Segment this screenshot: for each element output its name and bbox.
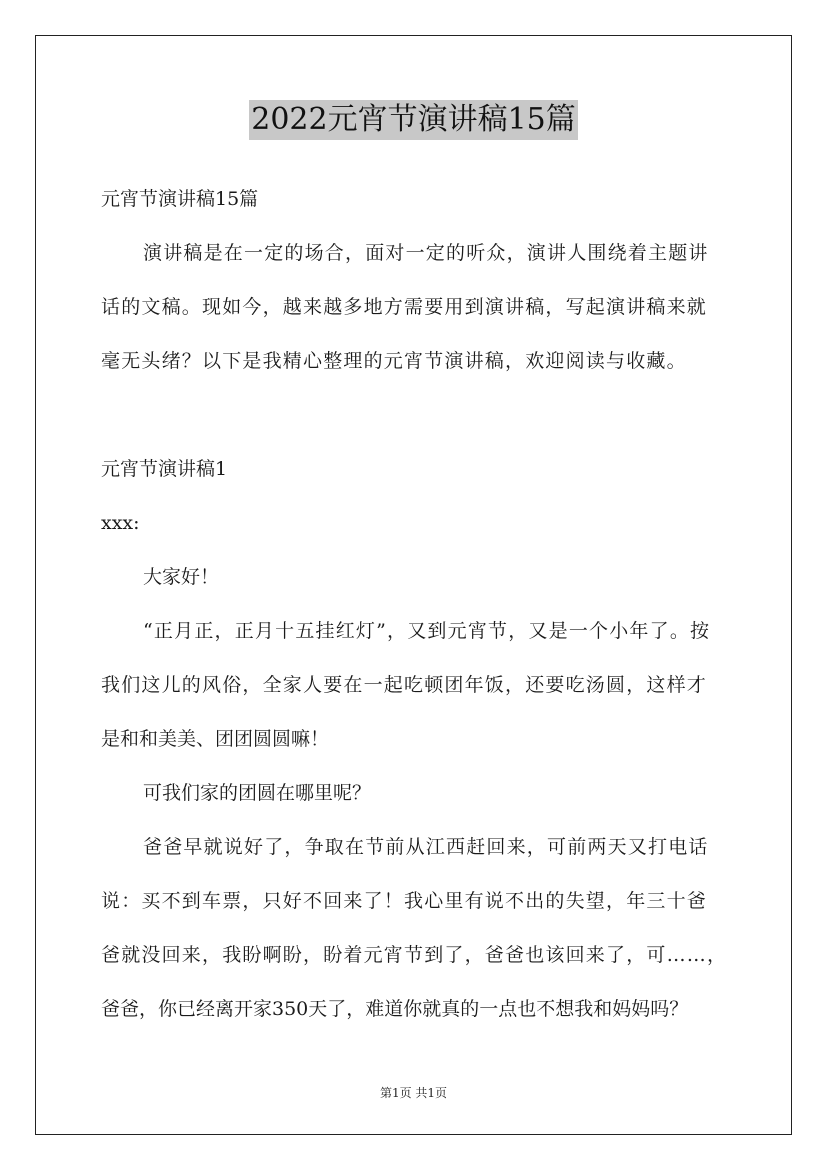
para2: 可我们家的团圆在哪里呢？: [143, 782, 372, 804]
greeting: 大家好！: [143, 566, 220, 588]
intro-line-2: 话的文稿。现如今，越来越多地方需要用到演讲稿，写起演讲稿来就: [101, 296, 708, 318]
subtitle: 元宵节演讲稿15篇: [101, 188, 259, 210]
title-area: [0, 100, 827, 140]
para1-line-1: “正月正，正月十五挂红灯”，又到元宵节，又是一个小年了。按: [143, 620, 711, 642]
page-footer: 第1页 共1页: [379, 1086, 448, 1100]
para1-line-3: 是和和美美、团团圆圆嘛！: [101, 728, 330, 750]
para3-line-4: 爸爸，你已经离开家350天了，难道你就真的一点也不想我和妈妈吗？: [101, 998, 689, 1020]
document-title: 2022元宵节演讲稿15篇: [249, 100, 578, 140]
section-heading: 元宵节演讲稿1: [101, 458, 228, 480]
para3-line-3: 爸就没回来，我盼啊盼，盼着元宵节到了，爸爸也该回来了，可……，: [101, 944, 728, 966]
salutation: xxx:: [101, 512, 140, 534]
blank-line: [101, 388, 728, 442]
intro-line-1: 演讲稿是在一定的场合，面对一定的听众，演讲人围绕着主题讲: [143, 242, 709, 264]
document-body: [101, 172, 728, 1036]
para3-line-1: 爸爸早就说好了，争取在节前从江西赶回来，可前两天又打电话: [143, 836, 709, 858]
para1-line-2: 我们这儿的风俗，全家人要在一起吃顿团年饭，还要吃汤圆，这样才: [101, 674, 708, 696]
para3-line-2: 说：买不到车票，只好不回来了！我心里有说不出的失望，年三十爸: [101, 890, 708, 912]
intro-line-3: 毫无头绪？以下是我精心整理的元宵节演讲稿，欢迎阅读与收藏。: [101, 350, 687, 372]
